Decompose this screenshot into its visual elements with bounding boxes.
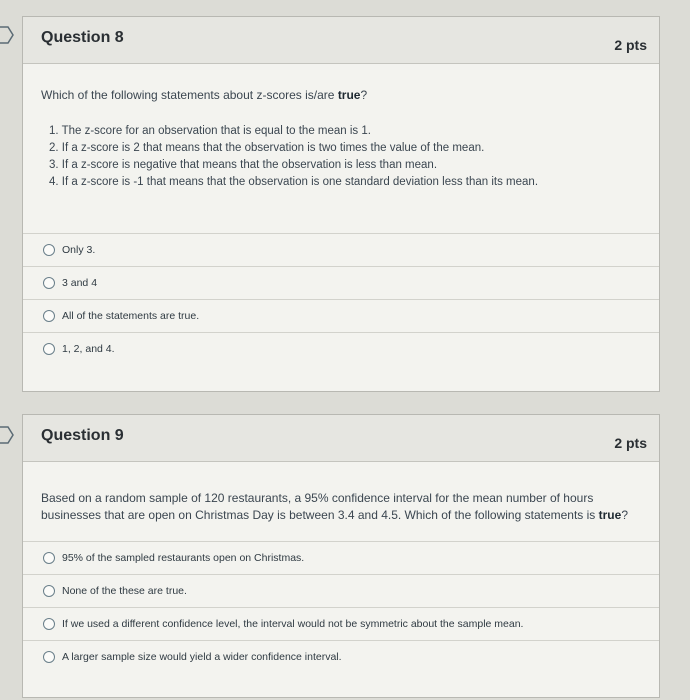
- answer-label: 3 and 4: [62, 277, 98, 289]
- radio-button[interactable]: [43, 651, 55, 663]
- question-prompt: [41, 462, 631, 524]
- answer-option[interactable]: [23, 640, 659, 673]
- answer-option[interactable]: [23, 332, 659, 365]
- prompt-text: Based on a random sample of 120 restaurants, a 95% confidence interval for the mean number of hours businesses that are open on Christmas Day is between 3.4 and 4.5. Which of the following statements is: [41, 491, 599, 522]
- answer-label: All of the statements are true.: [62, 310, 200, 322]
- question-header: [23, 415, 659, 462]
- answer-list: [23, 233, 659, 365]
- answer-option[interactable]: [23, 233, 659, 266]
- question-card: [22, 16, 660, 392]
- radio-button[interactable]: [43, 310, 55, 322]
- statement-item: 1. The z-score for an observation that is equal to the mean is 1.: [49, 125, 371, 137]
- answer-label: Only 3.: [62, 244, 96, 256]
- prompt-end: ?: [360, 88, 368, 102]
- question-points: 2 pts: [614, 435, 647, 451]
- radio-button[interactable]: [43, 618, 55, 630]
- radio-button[interactable]: [43, 343, 55, 355]
- answer-label: 95% of the sampled restaurants open on Christmas.: [62, 552, 305, 564]
- question-flag-icon[interactable]: [0, 26, 14, 44]
- statement-item: 4. If a z-score is -1 that means that the observation is one standard deviation less than its mean.: [49, 176, 539, 188]
- radio-button[interactable]: [43, 244, 55, 256]
- prompt-end: ?: [621, 508, 628, 522]
- question-card: [22, 414, 660, 698]
- prompt-emphasis: true: [337, 88, 361, 102]
- statement-list: [41, 123, 641, 191]
- answer-option[interactable]: [23, 266, 659, 299]
- answer-label: 1, 2, and 4.: [62, 343, 115, 355]
- radio-button[interactable]: [43, 552, 55, 564]
- question-prompt: [41, 64, 641, 104]
- answer-option[interactable]: [23, 299, 659, 332]
- answer-label: If we used a different confidence level, the interval would not be symmetric about the sample mean.: [62, 618, 524, 630]
- answer-option[interactable]: [23, 574, 659, 607]
- question-header: [23, 17, 659, 64]
- radio-button[interactable]: [43, 277, 55, 289]
- prompt-emphasis: true: [598, 508, 622, 522]
- question-title: Question 9: [41, 427, 124, 444]
- radio-button[interactable]: [43, 585, 55, 597]
- answer-label: A larger sample size would yield a wider confidence interval.: [62, 651, 342, 663]
- question-body: [23, 462, 659, 524]
- answer-option[interactable]: [23, 541, 659, 574]
- question-body: [23, 64, 659, 191]
- statement-item: 3. If a z-score is negative that means that the observation is less than mean.: [49, 159, 438, 171]
- answer-option[interactable]: [23, 607, 659, 640]
- question-title: Question 8: [41, 29, 124, 46]
- question-points: 2 pts: [614, 37, 647, 53]
- answer-label: None of the these are true.: [62, 585, 187, 597]
- statement-item: 2. If a z-score is 2 that means that the observation is two times the value of the mean.: [49, 142, 485, 154]
- question-flag-icon[interactable]: [0, 426, 14, 444]
- answer-list: [23, 541, 659, 673]
- prompt-text: Which of the following statements about z-scores is/are: [41, 88, 338, 102]
